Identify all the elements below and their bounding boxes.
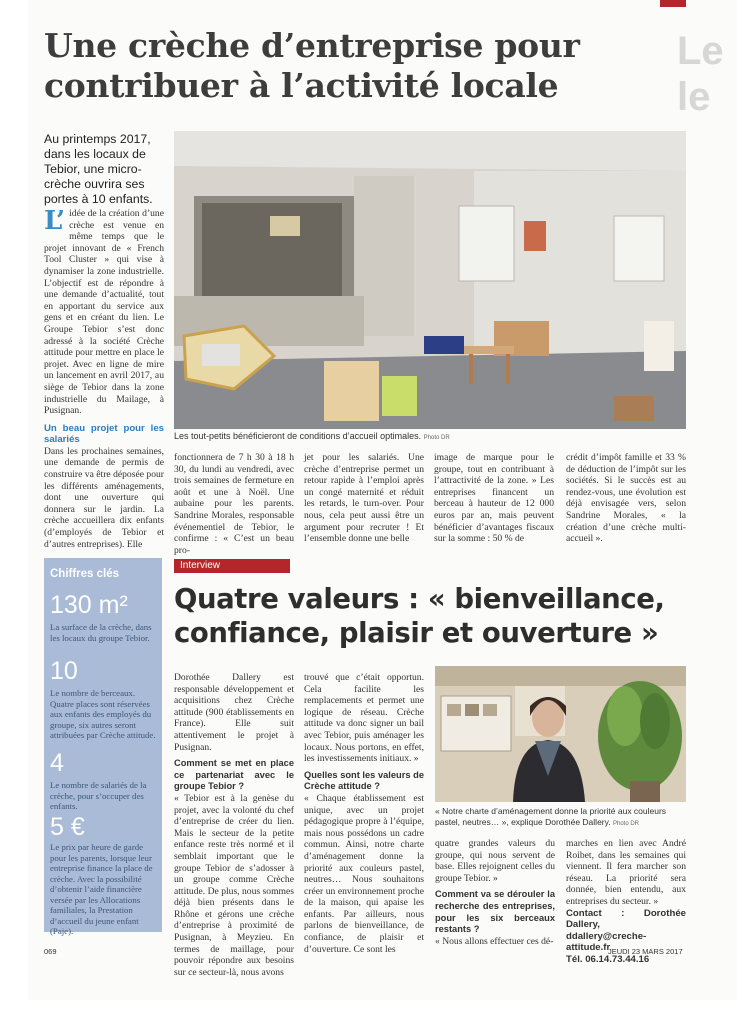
interview-question: Quelles sont les valeurs de Crèche attitude ? bbox=[304, 769, 424, 792]
interview-tag bbox=[174, 559, 290, 573]
subheading: Un beau projet pour les salariés bbox=[44, 422, 164, 446]
interview-headline: Quatre valeurs : « bienveillance, confiance, plaisir et ouverture » bbox=[174, 583, 665, 649]
stat-description: Le nombre de salariés de la crèche, pour s’occuper des enfants. bbox=[50, 780, 147, 811]
section-marker bbox=[660, 0, 686, 7]
paragraph: image de marque pour le groupe, tout en contribuant à l’attractivité de la zone. » Les entreprises financent un berceau à hauteur de 12 000 euros par an, mais peuvent bénéficier d’avantages fiscaux sur la somme : 50 % de bbox=[434, 452, 554, 545]
photo-caption bbox=[174, 431, 686, 444]
interview-question: Comment se met en place ce partenariat avec le groupe Tebior ? bbox=[174, 758, 294, 792]
stat-value: 5 € bbox=[50, 813, 85, 841]
paragraph: « Chaque établissement est unique, avec un projet pédagogique propre à l’équipe, mais nous possédons un cadre commun. Ainsi, notre charte d’aménagement donne la priorité aux couleurs pastel, neutres… Nous souhaitons créer un environnement proche de la maison, qui apaise les enfants. Par ailleurs, nous parlons de bienveillance, de confiance, de plaisir et d’ouverture. Ce sont les bbox=[304, 792, 424, 955]
stat-value: 10 bbox=[50, 657, 78, 685]
article-column-4 bbox=[434, 452, 554, 545]
contact-email[interactable]: ddallery@creche-attitude.fr bbox=[566, 930, 647, 954]
paragraph: Dorothée Dallery est responsable développement et acquisitions chez Crèche attitude (900 établissements en France). Elle suit attentivement le projet à Pusignan. bbox=[174, 672, 294, 753]
paragraph: « Tebior est à la genèse du projet, avec la volonté du chef d’entreprise de créer du lien. Mais le secteur de la petite enfance reste très normé et il semblait important que le groupe Tebior de s’adosser à un groupe comme Crèche attitude. De plus, nous sommes déjà bien présents dans le Rhône et gérons une crèche d’entreprise à proximité de Pusignan, à Meyzieu. En termes de maillage, pour pouvoir répondre aux besoins sur ce secteur-là, nous avons bbox=[174, 792, 294, 978]
paragraph: marches en lien avec André Roibet, dans les semaines qui viennent. Il fera marcher son réseau. La priorité sera donnée, bien entendu, aux entreprises du secteur. » bbox=[566, 838, 686, 907]
page-number: 069 bbox=[44, 947, 57, 956]
dropcap: L’ bbox=[44, 206, 66, 236]
paragraph: fonctionnera de 7 h 30 à 18 h 30, du lundi au vendredi, avec trois semaines de fermeture en août et une à Noël. Une aubaine pour les parents. Sandrine Morales, responsable événementiel de Tebior, le confirme : « C’est un beau pro- bbox=[174, 452, 294, 556]
paragraph bbox=[44, 208, 164, 417]
article-intro: Au printemps 2017, dans les locaux de Tebior, une micro-crèche ouvrira ses portes à 10 enfants. bbox=[44, 132, 153, 206]
paragraph: Dans les prochaines semaines, une demande de permis de construire va être déposée pour les différents aménagements, dont une ouverture qui donnera sur le jardin. La crèche accueillera dix enfants (d’employés de Tebior et d’autres entreprises). Elle bbox=[44, 445, 164, 550]
paragraph: « Nous allons effectuer ces dé- bbox=[435, 935, 554, 947]
article-column-5 bbox=[566, 452, 686, 545]
nursery-illustration bbox=[174, 131, 686, 429]
stat-description: Le nombre de berceaux. Quatre places sont réservées aux enfants des employés du groupe, six autres seront attribuées par Crèche attitude. bbox=[50, 688, 156, 740]
contact-name: Contact : Dorothée Dallery, bbox=[566, 907, 686, 931]
paragraph: crédit d’impôt famille et 33 % de déduction de l’impôt sur les sociétés. Si le succès est au rendez-vous, une évolution est déjà envisagée vers, selon Sandrine Morales, « la création d’une crèche multi-accueil ». bbox=[566, 452, 686, 545]
article-column-3 bbox=[304, 452, 424, 545]
paragraph: quatre grandes valeurs du groupe, qui nous servent de base. Elles rejoignent celles du groupe Tebior. » bbox=[435, 838, 555, 884]
stat-description: Le prix par heure de garde pour les parents, lorsque leur entreprise finance la place de crèche. Avec la possibilité d’obtenir l’aide financière versée par les Allocations familiales, la Prestation d’accueil du jeune enfant (Paje). bbox=[50, 842, 153, 936]
interview-column-1 bbox=[174, 672, 294, 978]
portrait-illustration bbox=[435, 666, 686, 802]
photo-caption-text: Les tout-petits bénéficieront de conditions d’accueil optimales. bbox=[174, 431, 422, 441]
interview-column-3 bbox=[435, 838, 555, 947]
interview-tag-label: Interview bbox=[180, 560, 221, 571]
nursery-photo bbox=[174, 131, 686, 429]
key-figures-title: Chiffres clés bbox=[50, 568, 120, 580]
stat-value: 4 bbox=[50, 749, 64, 777]
article-column-2 bbox=[174, 452, 294, 556]
bleed-through-text bbox=[677, 28, 737, 188]
portrait-caption bbox=[435, 806, 686, 829]
paragraph: trouvé que c’était opportun. Cela facilite les remplacements et permet une logique de réseau. Crèche attitude va donc signer un bail avec Tebior, puis aménager les locaux. Nous portons, en effet, les investissements initiaux. » bbox=[304, 672, 424, 765]
article-column-1 bbox=[44, 208, 164, 550]
interview-column-2 bbox=[304, 672, 424, 955]
key-figures-box bbox=[44, 558, 162, 936]
portrait-caption-text: « Notre charte d’aménagement donne la priorité aux couleurs pastel, neutres… », explique Dorothée Dallery. bbox=[435, 806, 667, 827]
stat-description: La surface de la crèche, dans les locaux du groupe Tebior. bbox=[50, 622, 152, 643]
portrait-credit: Photo DR bbox=[612, 820, 639, 827]
paragraph: jet pour les salariés. Une crèche d’entreprise permet un retour rapide à l’emploi après un congé maternité et réduit les retards, le turn-over. Pour nous, cela peut aussi être un argument pour recruter ! Et l’ensemble donne une belle bbox=[304, 452, 424, 545]
photo-credit: Photo DR bbox=[423, 435, 450, 441]
bleed-line: Le bbox=[677, 29, 724, 73]
contact-phone: Tél. 06.14.73.44.16 bbox=[566, 953, 650, 965]
issue-date: JEUDI 23 MARS 2017 bbox=[608, 947, 683, 956]
article-headline: Une crèche d’entreprise pour contribuer à l’activité locale bbox=[44, 26, 580, 105]
stat-value: 130 m² bbox=[50, 591, 128, 619]
portrait-photo bbox=[435, 666, 686, 802]
bleed-line: le bbox=[677, 75, 711, 119]
paragraph-text: idée de la création d’une crèche est venue en même temps que le projet innovant de « French Tool Cluster » qui vise à dynamiser la zone industrielle. L’objectif est de répondre à une demande d’actualité, tout en apportant du service aux gens et en créant du lien. Le Groupe Tebior s’est donc adressé à la société Crèche attitude pour mettre en place le projet. Avec en ligne de mire un lancement en avril 2017, au siège de Tebior dans la zone industrielle du Mailage, à Pusignan. bbox=[44, 208, 164, 417]
interview-question: Comment va se dérouler la recherche des entreprises, pour les six berceaux restants ? bbox=[435, 889, 555, 935]
